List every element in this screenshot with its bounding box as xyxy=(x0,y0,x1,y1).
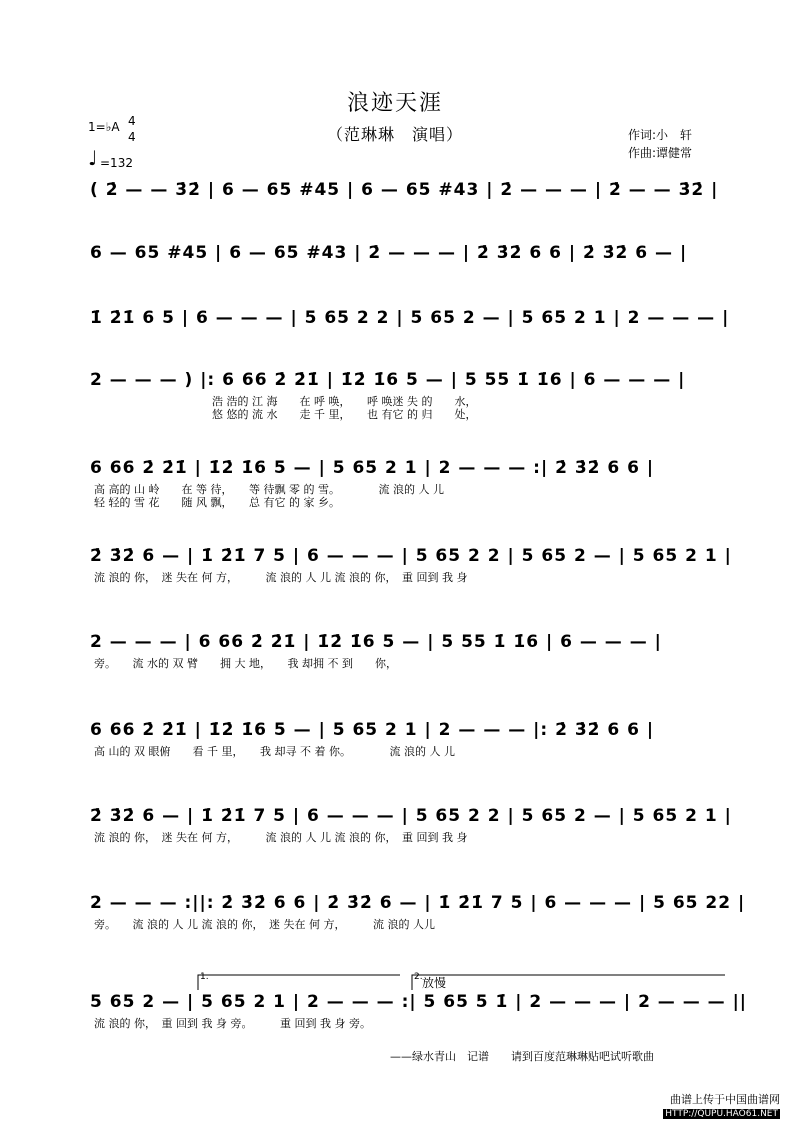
notation-row-4: 2 — — — ) |: 6 66 2̇ 2̇1̇ | 1̇2̇ 1̇6 5 — | 5 55 1̇ 1̇6 | 6 — — — | xyxy=(90,370,686,390)
notation-row-2: 6 — 65 #45 | 6 — 65 #43 | 2̇ — — — | 2̇ 3̇2̇ 6 6 | 2̇ 3̇2̇ 6 — | xyxy=(90,243,688,263)
lyrics-row-11-verse-1: 流 浪的 你， 重 回到 我 身 旁。 重 回到 我 身 旁。 xyxy=(94,1017,371,1030)
lyrics-row-9-verse-1: 流 浪的 你， 迷 失在 何 方， 流 浪的 人 儿 流 浪的 你， 重 回到 我 身 xyxy=(94,831,468,844)
footer-note: ——绿水青山 记谱 请到百度范琳琳贴吧试听歌曲 xyxy=(390,1050,654,1063)
song-title: 浪迹天涯 xyxy=(346,91,443,116)
notation-row-11: 5 65 2 — | 5 65 2 1 | 2 — — — :| 5 65 5 1̇ | 2 — — — | 2 — — — || xyxy=(90,992,747,1012)
lyrics-row-5-verse-1: 高 高的 山 岭 在 等 待， 等 待飘 零 的 雪。 流 浪的 人 儿 xyxy=(94,483,444,496)
ending-1-label: 1. xyxy=(200,972,209,982)
composer-credit: 作曲:谭健常 xyxy=(628,146,693,160)
notation-row-1: ( 2̇ — — 3̇2̇ | 6 — 65 #45 | 6 — 65 #43 | 2̇ — — — | 2̇ — — 3̇2̇ | xyxy=(90,180,719,200)
notation-row-7: 2 — — — | 6 66 2̇ 2̇1̇ | 1̇2̇ 1̇6 5 — | 5 55 1̇ 1̇6 | 6 — — — | xyxy=(90,632,662,652)
lyricist-credit: 作词:小 轩 xyxy=(628,128,693,142)
ending-2-bracket xyxy=(412,975,725,990)
notation-row-6: 2̇ 3̇2̇ 6 — | 1̇ 2̇1̇ 7 5 | 6 — — — | 5 65 2 2 | 5 65 2 — | 5 65 2 1 | xyxy=(90,546,732,566)
watermark-line1: 曲谱上传于中国曲谱网 xyxy=(670,1093,780,1106)
fangman-mark: 放慢 xyxy=(422,976,447,990)
notation-row-9: 2̇ 3̇2̇ 6 — | 1̇ 2̇1̇ 7 5 | 6 — — — | 5 65 2 2 | 5 65 2 — | 5 65 2 1 | xyxy=(90,806,732,826)
lyrics-row-8-verse-1: 高 山的 双 眼俯 看 千 里， 我 却寻 不 着 你。 流 浪的 人 儿 xyxy=(94,745,455,758)
time-signature-bottom: 4 xyxy=(128,130,136,144)
key-label: 1=♭A xyxy=(88,120,120,134)
time-signature-top: 4 xyxy=(128,114,136,128)
notation-row-5: 6 66 2̇ 2̇1̇ | 1̇2̇ 1̇6 5 — | 5 65 2 1 | 2 — — — :| 2̇ 3̇2̇ 6 6 | xyxy=(90,458,655,478)
lyrics-row-7-verse-1: 旁。 流 水的 双 臂 拥 大 地， 我 却拥 不 到 你， xyxy=(94,657,397,670)
lyrics-row-4-verse-2: 悠 悠的 流 水 走 千 里， 也 有它 的 归 处， xyxy=(212,408,477,421)
notation-row-8: 6 66 2̇ 2̇1̇ | 1̇2̇ 1̇6 5 — | 5 65 2 1 | 2 — — — |: 2̇ 3̇2̇ 6 6 | xyxy=(90,720,655,740)
notation-row-10: 2 — — — :||: 2̇ 3̇2̇ 6 6 | 2̇ 3̇2̇ 6 — | 1̇ 2̇1̇ 7 5 | 6 — — — | 5 65 22 | xyxy=(90,893,746,913)
watermark-url: HTTP://QUPU.HAO61.NET xyxy=(665,1109,778,1119)
notation-row-3: 1̇ 2̇1̇ 6 5 | 6 — — — | 5 65 2 2 | 5 65 2 — | 5 65 2 1 | 2 — — — | xyxy=(90,308,730,328)
lyrics-row-4-verse-1: 浩 浩的 江 海 在 呼 唤， 呼 唤迷 失 的 水， xyxy=(212,395,477,408)
lyrics-row-6-verse-1: 流 浪的 你， 迷 失在 何 方， 流 浪的 人 儿 流 浪的 你， 重 回到 我 身 xyxy=(94,571,468,584)
quarter-note-icon: ♩ xyxy=(88,146,98,170)
ending-1-bracket xyxy=(198,975,400,990)
tempo-mark: =132 xyxy=(100,156,133,170)
ending-2-label: 2. xyxy=(414,972,423,982)
lyrics-row-10-verse-1: 旁。 流 浪的 人 儿 流 浪的 你， 迷 失在 何 方， 流 浪的 人儿 xyxy=(94,918,435,931)
lyrics-row-5-verse-2: 轻 轻的 雪 花 随 风 飘， 总 有它 的 家 乡。 xyxy=(94,496,340,509)
performer-subtitle: （范琳琳 演唱） xyxy=(326,125,463,144)
